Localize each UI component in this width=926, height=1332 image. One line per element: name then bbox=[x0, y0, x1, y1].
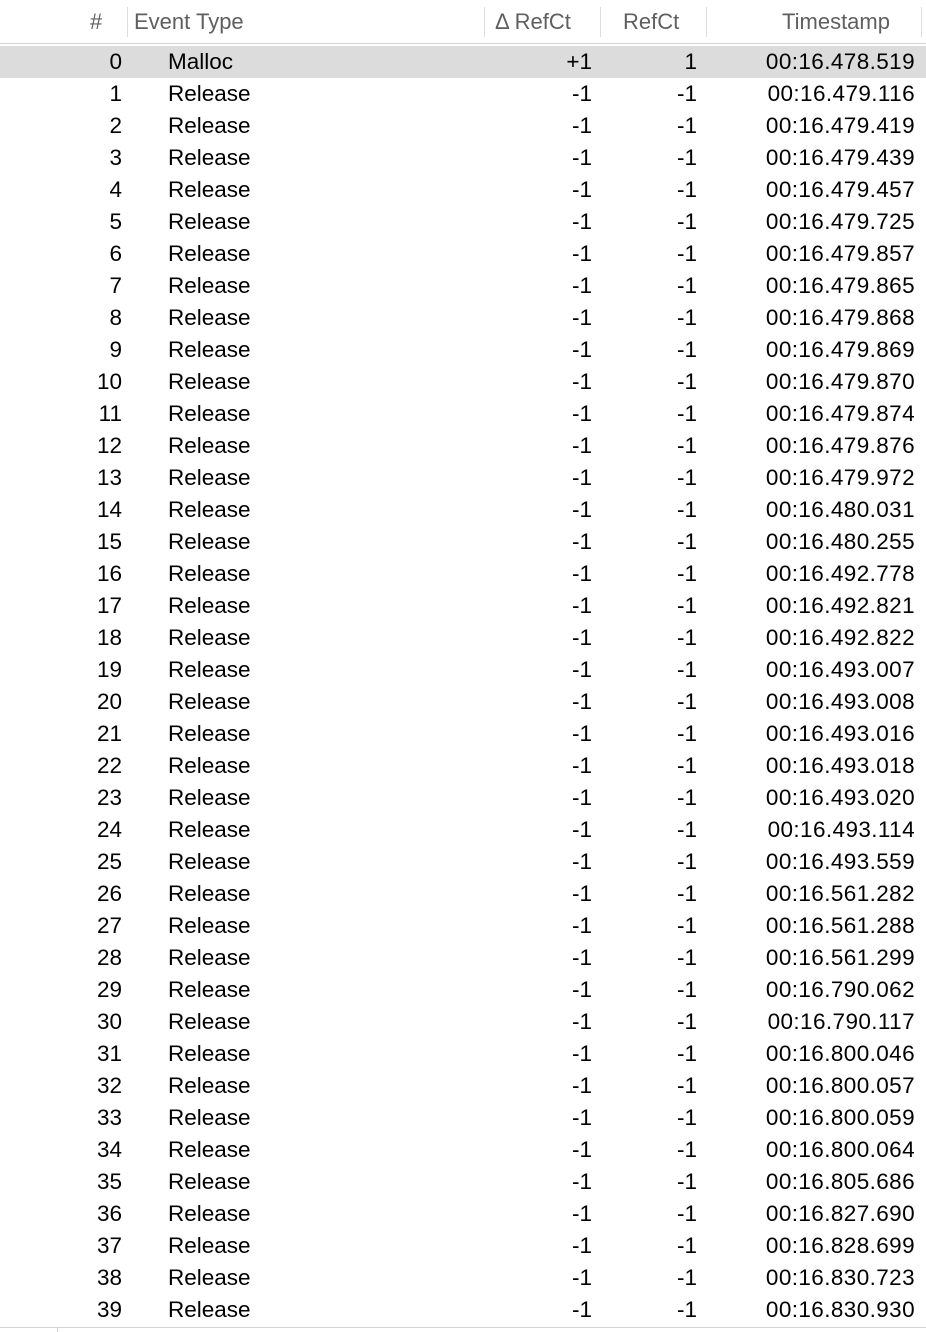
refct-cell: -1 bbox=[676, 625, 697, 650]
table-row[interactable] bbox=[0, 974, 926, 1006]
row-number: 13 bbox=[96, 465, 122, 490]
table-row[interactable] bbox=[0, 494, 926, 526]
row-number: 18 bbox=[96, 625, 122, 650]
refct-cell: -1 bbox=[676, 1265, 697, 1290]
delta-refct-cell: -1 bbox=[571, 305, 592, 330]
delta-refct-cell: -1 bbox=[571, 401, 592, 426]
event-type-cell: Release bbox=[168, 273, 251, 298]
timestamp-cell: 00:16.493.559 bbox=[765, 849, 915, 874]
delta-refct-cell: -1 bbox=[571, 817, 592, 842]
row-number: 19 bbox=[96, 657, 122, 682]
event-type-cell: Release bbox=[168, 913, 251, 938]
table-row[interactable] bbox=[0, 526, 926, 558]
event-type-cell: Release bbox=[168, 1105, 251, 1130]
row-number: 1 bbox=[109, 81, 122, 106]
delta-refct-cell: -1 bbox=[571, 753, 592, 778]
delta-refct-cell: -1 bbox=[571, 337, 592, 362]
event-type-cell: Release bbox=[168, 1233, 251, 1258]
event-type-cell: Release bbox=[168, 241, 251, 266]
column-header-timestamp[interactable]: Timestamp bbox=[782, 9, 890, 34]
timestamp-cell: 00:16.492.778 bbox=[765, 561, 915, 586]
refct-cell: -1 bbox=[676, 785, 697, 810]
refct-cell: -1 bbox=[676, 849, 697, 874]
refct-cell: -1 bbox=[676, 1009, 697, 1034]
event-type-cell: Release bbox=[168, 497, 251, 522]
event-type-cell: Release bbox=[168, 849, 251, 874]
row-number: 9 bbox=[109, 337, 122, 362]
table-row[interactable] bbox=[0, 1230, 926, 1262]
row-number: 29 bbox=[96, 977, 122, 1002]
timestamp-cell: 00:16.800.057 bbox=[765, 1073, 915, 1098]
delta-refct-cell: -1 bbox=[571, 1297, 592, 1322]
refct-cell: -1 bbox=[676, 305, 697, 330]
table-row[interactable] bbox=[0, 814, 926, 846]
table-row[interactable] bbox=[0, 334, 926, 366]
refct-cell: -1 bbox=[676, 1201, 697, 1226]
timestamp-cell: 00:16.493.020 bbox=[765, 785, 915, 810]
refct-cell: -1 bbox=[676, 465, 697, 490]
timestamp-cell: 00:16.800.059 bbox=[765, 1105, 915, 1130]
column-header-event-type[interactable]: Event Type bbox=[134, 9, 244, 34]
row-number: 30 bbox=[96, 1009, 122, 1034]
column-divider[interactable] bbox=[600, 7, 601, 37]
delta-refct-cell: -1 bbox=[571, 913, 592, 938]
column-divider[interactable] bbox=[484, 7, 485, 37]
refct-cell: -1 bbox=[676, 593, 697, 618]
row-number: 6 bbox=[109, 241, 122, 266]
delta-refct-cell: -1 bbox=[571, 1041, 592, 1066]
refct-cell: -1 bbox=[676, 913, 697, 938]
row-number: 10 bbox=[96, 369, 122, 394]
column-header-delta-refct[interactable]: Δ RefCt bbox=[495, 9, 571, 34]
row-number: 23 bbox=[96, 785, 122, 810]
column-divider[interactable] bbox=[706, 7, 707, 37]
timestamp-cell: 00:16.479.870 bbox=[765, 369, 915, 394]
refct-cell: -1 bbox=[676, 337, 697, 362]
row-number: 36 bbox=[96, 1201, 122, 1226]
timestamp-cell: 00:16.800.046 bbox=[765, 1041, 915, 1066]
delta-refct-cell: -1 bbox=[571, 1105, 592, 1130]
timestamp-cell: 00:16.561.299 bbox=[765, 945, 915, 970]
delta-refct-cell: -1 bbox=[571, 945, 592, 970]
delta-refct-cell: -1 bbox=[571, 113, 592, 138]
timestamp-cell: 00:16.480.031 bbox=[765, 497, 915, 522]
timestamp-cell: 00:16.478.519 bbox=[765, 49, 915, 74]
event-type-cell: Release bbox=[168, 785, 251, 810]
timestamp-cell: 00:16.479.857 bbox=[765, 241, 915, 266]
event-type-cell: Release bbox=[168, 305, 251, 330]
event-type-cell: Release bbox=[168, 753, 251, 778]
timestamp-cell: 00:16.480.255 bbox=[765, 529, 915, 554]
refct-cell: -1 bbox=[676, 433, 697, 458]
row-number: 37 bbox=[96, 1233, 122, 1258]
refct-cell: -1 bbox=[676, 1169, 697, 1194]
delta-refct-cell: -1 bbox=[571, 81, 592, 106]
row-number: 12 bbox=[96, 433, 122, 458]
event-type-cell: Release bbox=[168, 529, 251, 554]
event-type-cell: Release bbox=[168, 433, 251, 458]
table-row[interactable] bbox=[0, 1198, 926, 1230]
event-type-cell: Release bbox=[168, 81, 251, 106]
row-number: 25 bbox=[96, 849, 122, 874]
event-type-cell: Release bbox=[168, 1041, 251, 1066]
row-number: 2 bbox=[109, 113, 122, 138]
row-number: 4 bbox=[109, 177, 122, 202]
timestamp-cell: 00:16.827.690 bbox=[765, 1201, 915, 1226]
table-row[interactable] bbox=[0, 46, 926, 78]
table-row[interactable] bbox=[0, 1006, 926, 1038]
event-type-cell: Release bbox=[168, 945, 251, 970]
event-type-cell: Release bbox=[168, 145, 251, 170]
row-number: 28 bbox=[96, 945, 122, 970]
row-number: 33 bbox=[96, 1105, 122, 1130]
row-number: 35 bbox=[96, 1169, 122, 1194]
timestamp-cell: 00:16.830.723 bbox=[765, 1265, 915, 1290]
timestamp-cell: 00:16.479.439 bbox=[765, 145, 915, 170]
timestamp-cell: 00:16.479.865 bbox=[765, 273, 915, 298]
row-number: 8 bbox=[109, 305, 122, 330]
delta-refct-cell: -1 bbox=[571, 977, 592, 1002]
column-header-refct[interactable]: RefCt bbox=[623, 9, 680, 34]
event-type-cell: Release bbox=[168, 465, 251, 490]
delta-refct-cell: -1 bbox=[571, 785, 592, 810]
refct-cell: -1 bbox=[676, 209, 697, 234]
timestamp-cell: 00:16.561.288 bbox=[765, 913, 915, 938]
timestamp-cell: 00:16.790.062 bbox=[765, 977, 915, 1002]
delta-refct-cell: -1 bbox=[571, 1233, 592, 1258]
delta-refct-cell: -1 bbox=[571, 849, 592, 874]
row-number: 22 bbox=[96, 753, 122, 778]
delta-refct-cell: -1 bbox=[571, 721, 592, 746]
table-row[interactable] bbox=[0, 782, 926, 814]
refct-cell: -1 bbox=[676, 81, 697, 106]
table-row[interactable] bbox=[0, 1166, 926, 1198]
table-bottom-border bbox=[0, 1327, 926, 1328]
timestamp-cell: 00:16.479.874 bbox=[765, 401, 915, 426]
refct-cell: -1 bbox=[676, 753, 697, 778]
row-number: 21 bbox=[96, 721, 122, 746]
timestamp-cell: 00:16.479.868 bbox=[765, 305, 915, 330]
table-row[interactable] bbox=[0, 270, 926, 302]
delta-refct-cell: +1 bbox=[566, 49, 592, 74]
table-row[interactable] bbox=[0, 590, 926, 622]
table-row[interactable] bbox=[0, 366, 926, 398]
event-type-cell: Release bbox=[168, 1073, 251, 1098]
column-header-number[interactable]: # bbox=[90, 9, 103, 34]
column-divider[interactable] bbox=[921, 7, 922, 37]
refct-cell: 1 bbox=[684, 49, 697, 74]
delta-refct-cell: -1 bbox=[571, 465, 592, 490]
timestamp-cell: 00:16.479.116 bbox=[767, 81, 915, 106]
table-row[interactable] bbox=[0, 1134, 926, 1166]
delta-refct-cell: -1 bbox=[571, 273, 592, 298]
event-type-cell: Release bbox=[168, 401, 251, 426]
timestamp-cell: 00:16.479.876 bbox=[765, 433, 915, 458]
timestamp-cell: 00:16.493.018 bbox=[765, 753, 915, 778]
table-row[interactable] bbox=[0, 718, 926, 750]
timestamp-cell: 00:16.492.822 bbox=[765, 625, 915, 650]
table-row[interactable] bbox=[0, 430, 926, 462]
delta-refct-cell: -1 bbox=[571, 625, 592, 650]
delta-refct-cell: -1 bbox=[571, 881, 592, 906]
table-row[interactable] bbox=[0, 1070, 926, 1102]
timestamp-cell: 00:16.828.699 bbox=[765, 1233, 915, 1258]
row-number: 31 bbox=[96, 1041, 122, 1066]
table-row[interactable] bbox=[0, 110, 926, 142]
event-type-cell: Release bbox=[168, 1009, 251, 1034]
table-row[interactable] bbox=[0, 1102, 926, 1134]
delta-refct-cell: -1 bbox=[571, 1169, 592, 1194]
delta-refct-cell: -1 bbox=[571, 1137, 592, 1162]
refct-cell: -1 bbox=[676, 689, 697, 714]
event-type-cell: Malloc bbox=[168, 49, 234, 74]
delta-refct-cell: -1 bbox=[571, 529, 592, 554]
delta-refct-cell: -1 bbox=[571, 369, 592, 394]
refct-cell: -1 bbox=[676, 177, 697, 202]
row-number: 11 bbox=[98, 401, 122, 426]
row-number: 39 bbox=[96, 1297, 122, 1322]
refct-cell: -1 bbox=[676, 529, 697, 554]
table-header bbox=[0, 0, 926, 44]
delta-refct-cell: -1 bbox=[571, 1009, 592, 1034]
row-number: 0 bbox=[109, 49, 122, 74]
delta-refct-cell: -1 bbox=[571, 657, 592, 682]
event-type-cell: Release bbox=[168, 1137, 251, 1162]
event-type-cell: Release bbox=[168, 625, 251, 650]
timestamp-cell: 00:16.800.064 bbox=[765, 1137, 915, 1162]
row-number: 32 bbox=[96, 1073, 122, 1098]
row-number: 26 bbox=[96, 881, 122, 906]
delta-refct-cell: -1 bbox=[571, 145, 592, 170]
table-row[interactable] bbox=[0, 846, 926, 878]
table-row[interactable] bbox=[0, 1294, 926, 1326]
timestamp-cell: 00:16.479.457 bbox=[765, 177, 915, 202]
row-number: 7 bbox=[109, 273, 122, 298]
row-number: 15 bbox=[96, 529, 122, 554]
event-type-cell: Release bbox=[168, 593, 251, 618]
timestamp-cell: 00:16.561.282 bbox=[765, 881, 915, 906]
event-type-cell: Release bbox=[168, 817, 251, 842]
row-number: 3 bbox=[109, 145, 122, 170]
table-row[interactable] bbox=[0, 558, 926, 590]
row-number: 16 bbox=[96, 561, 122, 586]
event-type-cell: Release bbox=[168, 657, 251, 682]
table-row[interactable] bbox=[0, 302, 926, 334]
table-body bbox=[0, 46, 926, 1326]
timestamp-cell: 00:16.805.686 bbox=[765, 1169, 915, 1194]
refct-cell: -1 bbox=[676, 657, 697, 682]
timestamp-cell: 00:16.479.419 bbox=[765, 113, 915, 138]
refct-cell: -1 bbox=[676, 1137, 697, 1162]
timestamp-cell: 00:16.479.869 bbox=[765, 337, 915, 362]
delta-refct-cell: -1 bbox=[571, 561, 592, 586]
table-row[interactable] bbox=[0, 1262, 926, 1294]
timestamp-cell: 00:16.493.114 bbox=[767, 817, 915, 842]
refct-cell: -1 bbox=[676, 401, 697, 426]
event-type-cell: Release bbox=[168, 1169, 251, 1194]
row-number: 17 bbox=[96, 593, 122, 618]
timestamp-cell: 00:16.492.821 bbox=[765, 593, 915, 618]
table-row[interactable] bbox=[0, 622, 926, 654]
table-row[interactable] bbox=[0, 1038, 926, 1070]
delta-refct-cell: -1 bbox=[571, 209, 592, 234]
row-number: 27 bbox=[96, 913, 122, 938]
event-type-cell: Release bbox=[168, 881, 251, 906]
row-number: 5 bbox=[109, 209, 122, 234]
refct-cell: -1 bbox=[676, 1105, 697, 1130]
delta-refct-cell: -1 bbox=[571, 1201, 592, 1226]
timestamp-cell: 00:16.790.117 bbox=[767, 1009, 915, 1034]
delta-refct-cell: -1 bbox=[571, 497, 592, 522]
refct-cell: -1 bbox=[676, 1233, 697, 1258]
delta-refct-cell: -1 bbox=[571, 1073, 592, 1098]
refct-cell: -1 bbox=[676, 881, 697, 906]
table-row[interactable] bbox=[0, 910, 926, 942]
event-type-cell: Release bbox=[168, 369, 251, 394]
event-type-cell: Release bbox=[168, 977, 251, 1002]
row-number: 20 bbox=[96, 689, 122, 714]
event-type-cell: Release bbox=[168, 1265, 251, 1290]
table-row[interactable] bbox=[0, 942, 926, 974]
table-row[interactable] bbox=[0, 398, 926, 430]
row-number: 38 bbox=[96, 1265, 122, 1290]
event-type-cell: Release bbox=[168, 177, 251, 202]
timestamp-cell: 00:16.493.008 bbox=[765, 689, 915, 714]
table-row[interactable] bbox=[0, 686, 926, 718]
refct-cell: -1 bbox=[676, 1297, 697, 1322]
column-divider[interactable] bbox=[127, 7, 128, 37]
refct-cell: -1 bbox=[676, 561, 697, 586]
delta-refct-cell: -1 bbox=[571, 689, 592, 714]
row-number: 34 bbox=[96, 1137, 122, 1162]
table-row[interactable] bbox=[0, 750, 926, 782]
table-row[interactable] bbox=[0, 462, 926, 494]
delta-refct-cell: -1 bbox=[571, 241, 592, 266]
event-type-cell: Release bbox=[168, 1201, 251, 1226]
delta-refct-cell: -1 bbox=[571, 593, 592, 618]
refct-cell: -1 bbox=[676, 273, 697, 298]
timestamp-cell: 00:16.479.972 bbox=[765, 465, 915, 490]
timestamp-cell: 00:16.493.016 bbox=[765, 721, 915, 746]
refct-cell: -1 bbox=[676, 241, 697, 266]
event-type-cell: Release bbox=[168, 1297, 251, 1322]
event-type-cell: Release bbox=[168, 337, 251, 362]
timestamp-cell: 00:16.493.007 bbox=[765, 657, 915, 682]
event-type-cell: Release bbox=[168, 689, 251, 714]
table-row[interactable] bbox=[0, 142, 926, 174]
event-type-cell: Release bbox=[168, 209, 251, 234]
refct-cell: -1 bbox=[676, 1073, 697, 1098]
event-type-cell: Release bbox=[168, 721, 251, 746]
event-type-cell: Release bbox=[168, 113, 251, 138]
table-row[interactable] bbox=[0, 206, 926, 238]
event-type-cell: Release bbox=[168, 561, 251, 586]
refct-cell: -1 bbox=[676, 113, 697, 138]
refct-cell: -1 bbox=[676, 721, 697, 746]
row-number: 14 bbox=[96, 497, 122, 522]
refct-cell: -1 bbox=[676, 817, 697, 842]
row-number: 24 bbox=[96, 817, 122, 842]
timestamp-cell: 00:16.479.725 bbox=[765, 209, 915, 234]
delta-refct-cell: -1 bbox=[571, 177, 592, 202]
column-divider bbox=[57, 1327, 58, 1332]
table-row[interactable] bbox=[0, 238, 926, 270]
refct-cell: -1 bbox=[676, 977, 697, 1002]
refct-cell: -1 bbox=[676, 145, 697, 170]
refct-cell: -1 bbox=[676, 1041, 697, 1066]
table-row[interactable] bbox=[0, 174, 926, 206]
refct-cell: -1 bbox=[676, 945, 697, 970]
table-row[interactable] bbox=[0, 654, 926, 686]
delta-refct-cell: -1 bbox=[571, 1265, 592, 1290]
refct-cell: -1 bbox=[676, 497, 697, 522]
delta-refct-cell: -1 bbox=[571, 433, 592, 458]
table-row[interactable] bbox=[0, 878, 926, 910]
table-row[interactable] bbox=[0, 78, 926, 110]
refct-cell: -1 bbox=[676, 369, 697, 394]
timestamp-cell: 00:16.830.930 bbox=[765, 1297, 915, 1322]
